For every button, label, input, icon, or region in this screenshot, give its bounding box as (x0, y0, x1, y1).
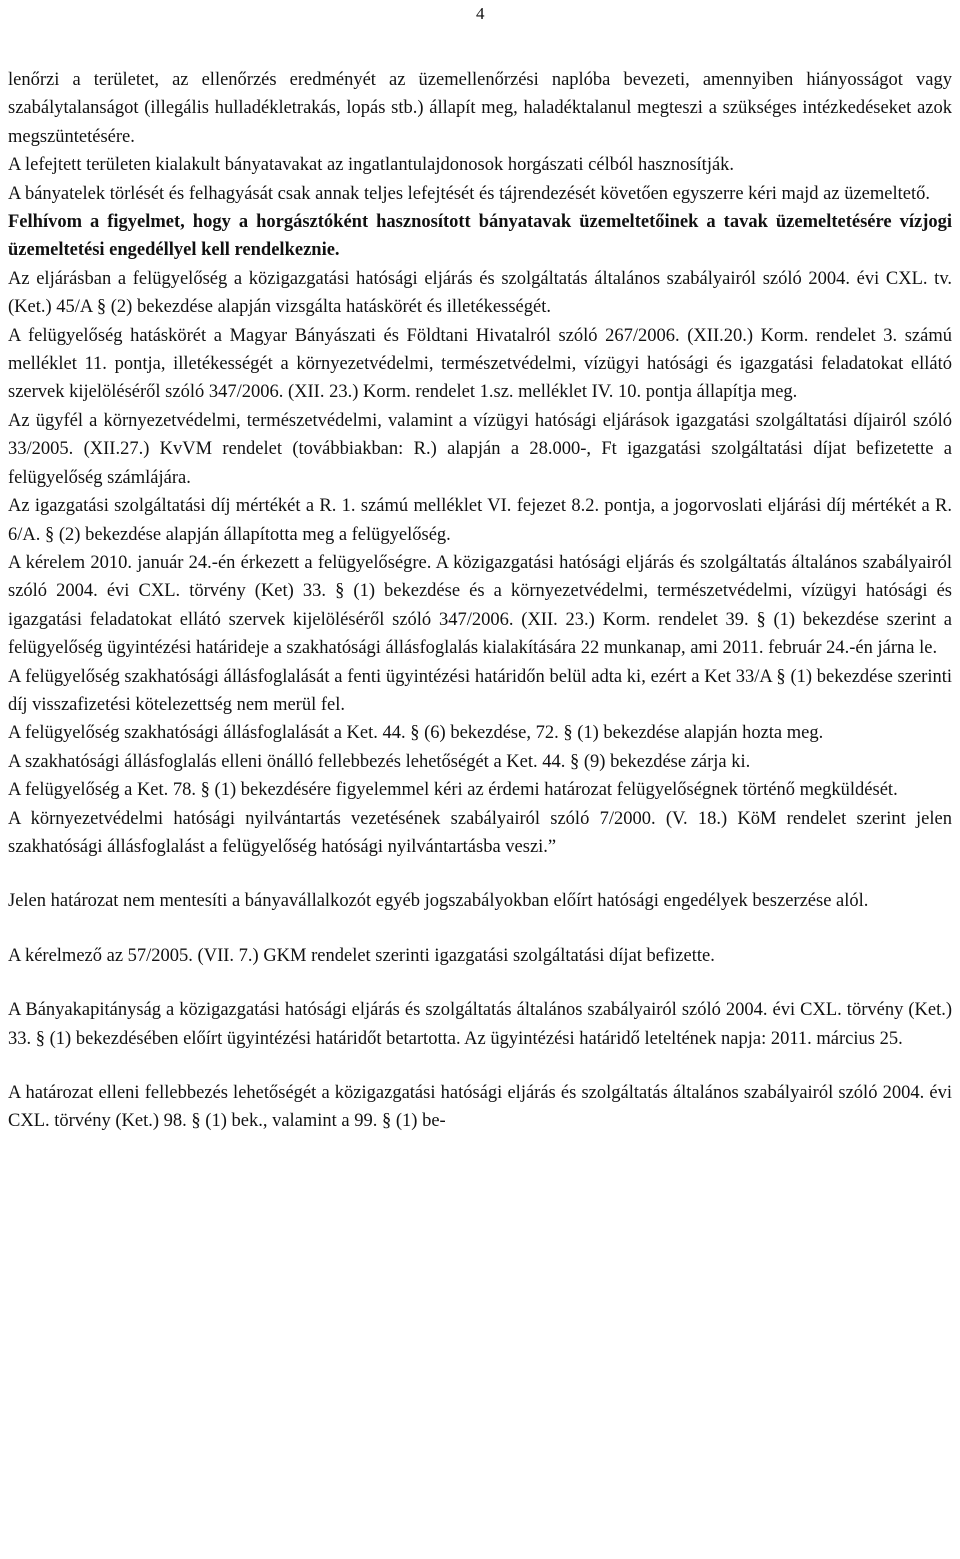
paragraph-registry: A környezetvédelmi hatósági nyilvántartás vezetésének szabályairól szóló 7/2000. (V. 18.) KöM rendelet szerint jelen szakhatósági állásfoglalást a felügyelőség hatósági nyilvántartásba veszi.” (8, 808, 952, 857)
paragraph-deadline-kept: A Bányakapitányság a közigazgatási hatósági eljárás és szolgáltatás általános szabályairól szóló 2004. évi CXL. törvény (Ket.) 33. § (1) bekezdésében előírt ügyintézési határidőt betartotta. Az ügyintézési határidő leteltének napja: 2011. március 25. (8, 1000, 952, 1049)
paragraph-authority-basis: A felügyelőség hatáskörét a Magyar Bányászati és Földtani Hivatalról szóló 267/2006. (XII.20.) Korm. rendelet 3. számú melléklet 11. pontja, illetékességét a környezetvédelmi, természetvédelmi, vízügyi hatósági és igazgatási feladatokat ellátó szervek kijelöléséről szóló 347/2006. (XII. 23.) Korm. rendelet 1.sz. melléklet IV. 10. pontja állapítja meg. (8, 325, 952, 403)
paragraph-lakes-fishing: A lefejtett területen kialakult bányatavakat az ingatlantulajdonosok horgászati célból hasznosítják. (8, 155, 735, 176)
document-body (8, 66, 952, 1136)
paragraph-appeal-excluded: A szakhatósági állásfoglalás elleni önálló fellebbezés lehetőségét a Ket. 44. § (9) bekezdése zárja ki. (8, 751, 751, 772)
page-number: 4 (476, 4, 485, 23)
paragraph-water-permit-notice: Felhívom a figyelmet, hogy a horgásztóként hasznosított bányatavak üzemeltetőinek a tavak üzemeltetésére vízjogi üzemeltetési engedéllyel kell rendelkeznie. (8, 212, 952, 261)
paragraph-no-exemption: Jelen határozat nem mentesíti a bányavállalkozót egyéb jogszabályokban előírt hatósági engedélyek beszerzése alól. (8, 891, 869, 912)
paragraph-fee-amount: Az igazgatási szolgáltatási díj mértékét a R. 1. számú melléklet VI. fejezet 8.2. pontja, a jogorvoslati eljárási díj mértékét a R. 6/A. § (2) bekezdése alapján állapította meg a felügyelőség. (8, 496, 952, 545)
paragraph-competence-check: Az eljárásban a felügyelőség a közigazgatási hatósági eljárás és szolgáltatás általános szabályairól szóló 2004. évi CXL. tv. (Ket.) 45/A § (2) bekezdése alapján vizsgálta hatáskörét és illetékességét. (8, 268, 952, 318)
paragraph-fee-paid: Az ügyfél a környezetvédelmi, természetvédelmi, valamint a vízügyi hatósági eljárások igazgatási szolgáltatási díjairól szóló 33/2005. (XII.27.) KvVM rendelet (továbbiakban: R.) alapján a 28.000-, Ft igazgatási szolgáltatási díjat befizetette a felügyelőség számlájára. (8, 410, 952, 488)
paragraph-send-decision: A felügyelőség a Ket. 78. § (1) bekezdésére figyelemmel kéri az érdemi határozat felügyelőségnek történő megküldését. (8, 780, 898, 801)
paragraph-appeal: A határozat elleni fellebbezés lehetőségét a közigazgatási hatósági eljárás és szolgáltatás általános szabályairól szóló 2004. évi CXL. törvény (Ket.) 98. § (1) bek., valamint a 99. § (1) be- (8, 1083, 952, 1132)
paragraph-deletion: A bányatelek törlését és felhagyását csak annak teljes lefejtését és tájrendezését követően egyszerre kéri majd az üzemeltető. (8, 183, 931, 204)
paragraph-legal-basis: A felügyelőség szakhatósági állásfoglalását a Ket. 44. § (6) bekezdése, 72. § (1) bekezdése alapján hozta meg. (8, 723, 824, 744)
paragraph-applicant-fee: A kérelmező az 57/2005. (VII. 7.) GKM rendelet szerinti igazgatási szolgáltatási díjat befizette. (8, 945, 715, 966)
paragraph-deadline-met: A felügyelőség szakhatósági állásfoglalását a fenti ügyintézési határidőn belül adta ki, ezért a Ket 33/A § (1) bekezdése szerinti díj visszafizetési kötelezettség nem merül fel. (8, 666, 952, 715)
paragraph-deadline: A kérelem 2010. január 24.-én érkezett a felügyelőségre. A közigazgatási hatósági eljárás és szolgáltatás általános szabályairól szóló 2004. évi CXL. törvény (Ket) 33. § (1) bekezdése és a környezetvédelmi, természetvédelmi, vízügyi hatósági és igazgatási feladatokat ellátó szervek kijelöléséről szóló 347/2006. (XII. 23.) Korm. rendelet 39. § (1) bekezdése szerint a felügyelőség ügyintézési határideje a szakhatósági állásfoglalás kialakítására 22 munkanap, ami 2011. február 24.-én járna le. (8, 552, 952, 659)
paragraph-inspection: lenőrzi a területet, az ellenőrzés eredményét az üzemellenőrzési naplóba bevezeti, amennyiben hiányosságot vagy szabálytalanságot (illegális hulladékletrakás, lopás stb.) állapít meg, haladéktalanul megteszi a szükséges intézkedéseket azok megszüntetésére. (8, 70, 952, 147)
